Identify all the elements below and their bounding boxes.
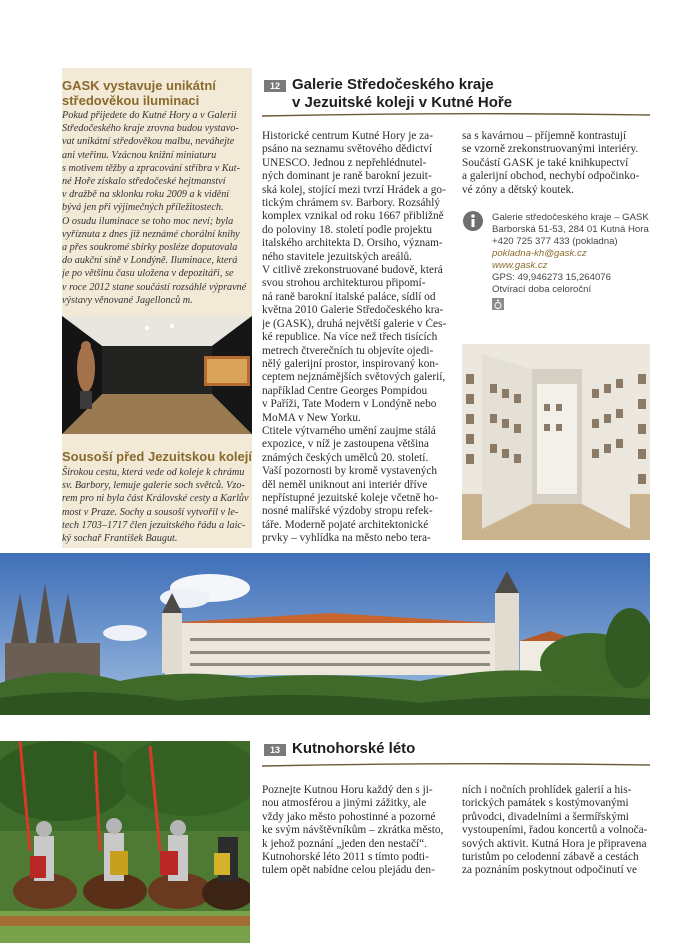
article-text-line: sových aktivit. Kutná Hora je připravena — [462, 837, 647, 850]
sidebar-text-line: né Hoře získalo středočeské hejtmanství — [62, 176, 226, 188]
article-text-line: do poloviny 18. století podle projektu — [262, 223, 433, 236]
article-text-line: UNESCO. Jednou z nepřehlédnutel- — [262, 156, 427, 169]
article-text-line: nou atmosférou a jinými zážitky, ale — [262, 797, 427, 810]
sidebar-text-line: Širokou cestu, která vede od koleje k chrámu — [62, 467, 245, 478]
sidebar-text-line: Pokud přijedete do Kutné Hory a v Galerii — [62, 110, 237, 121]
article-column-2 — [462, 130, 650, 197]
article-text-line: ceptem nejznámějších světových galerií, — [262, 371, 446, 384]
sidebar-title-iluminace: GASK vystavuje unikátní středověkou iluminaci — [62, 78, 216, 108]
sidebar-text-line: vyříznuta z dnes již neznámé chorální knihy — [62, 228, 240, 240]
article13-column-1 — [262, 784, 450, 878]
article-text-line: ného stavitele jezuitských areálů. — [262, 250, 412, 263]
article-text-line: k jehož poznání „jeden den nestačí“. — [262, 837, 427, 850]
section-title-kutnohorske-leto: Kutnohorské léto — [292, 740, 416, 757]
article-text-line: expozice, v níž je zastoupena většina — [262, 438, 429, 451]
article13-column-2 — [462, 784, 650, 878]
article-text-line: nosné malířské výzdoby stropu refek- — [262, 505, 433, 518]
sidebar-text-line: v dražbě na sklonku roku 2009 a k vidění — [62, 189, 230, 201]
article-text-line: v Paříži, Tate Modern v Londýně nebo — [262, 398, 437, 411]
sidebar-text-line: bývá jen při výjimečných příležitostech. — [62, 202, 224, 214]
article-text-line: vé zóny a dětský koutek. — [462, 183, 574, 196]
article-text-line: května 2010 Galerie Středočeského kra- — [262, 304, 444, 317]
section-number-13: 13 — [264, 744, 286, 756]
article-text-line: prvky – vyhlídka na město nebo tera- — [262, 532, 431, 545]
sidebar-text-line: most v Praze. Sochy a sousoší vytvořil v le- — [62, 506, 239, 518]
article-text-line: nepřístupné jezuitské koleje včetně ho- — [262, 491, 439, 504]
article-text-line: Poznejte Kutnou Horu každý den s ji- — [262, 784, 433, 796]
sidebar-text-line: ani vteřinu. Vzácnou knižní miniaturu — [62, 149, 217, 161]
info-phone: +420 725 377 433 (pokladna) — [492, 236, 618, 247]
sidebar-text-line: vat unikátní středověkou malbu, neváhejte — [62, 136, 235, 148]
sidebar-text-iluminace — [62, 109, 252, 307]
article-text-line: nělý galerijní prostor, inspirovaný kon- — [262, 357, 439, 370]
article-text-line: sa s kavárnou – příjemně kontrastují — [462, 130, 627, 142]
article-text-line: se vzorně zrekonstruovanými interiéry. — [462, 143, 639, 156]
sidebar-text-line: ký sochař František Baugut. — [62, 533, 178, 545]
article-text-line: tickým chrámem sv. Barbory. Rozsáhlý — [262, 197, 440, 210]
info-name: Galerie středočeského kraje – GASK — [492, 212, 649, 223]
article-text-line: průvodci, divadelními a šermířskými — [462, 810, 629, 823]
sidebar-title-sousosi: Sousoší před Jezuitskou kolejí — [62, 449, 252, 464]
article-text-line: Součástí GASK je také knihkupectví — [462, 156, 629, 169]
article-text-line: Ctitele výtvarného umění zaujme stálá — [262, 424, 436, 437]
article-text-line: známých českých umělců 20. století. — [262, 451, 429, 464]
photo-kutna-hora-panorama — [0, 553, 650, 715]
sidebar-text-line: do aukční síně v Londýně. Iluminace, která — [62, 255, 238, 267]
sidebar-text-line: Středočeského kraje zrovna budou vystavo- — [62, 123, 239, 135]
info-email-link[interactable]: pokladna-kh@gask.cz — [492, 248, 587, 259]
article-text-line: turistům po celodenní zábavě a cestách — [462, 851, 639, 864]
article-text-line: vystoupeními, řadou koncertů a volnoča- — [462, 824, 648, 837]
section-number-12: 12 — [264, 80, 286, 92]
info-gps: GPS: 49,946273 15,264076 — [492, 272, 611, 283]
article-text-line: vždy jako město pohostinné a pozorné — [262, 810, 436, 823]
info-address: Barborská 51-53, 284 01 Kutná Hora — [492, 224, 649, 235]
info-icon — [462, 210, 484, 232]
heading-divider — [262, 112, 650, 118]
article-text-line: MoMA v New Yorku. — [262, 411, 361, 424]
article-text-line: V citlivě zrekonstruované budově, která — [262, 264, 443, 277]
photo-gallery-interior — [62, 316, 252, 434]
article-text-line: je (GASK), druhá největší galerie v Čes- — [262, 317, 447, 330]
section-title-gask: Galerie Středočeského kraje v Jezuitské koleji v Kutné Hoře — [292, 76, 513, 111]
sidebar-text-line: a přes soukromé sbírky posléze doputovala — [62, 242, 238, 254]
article-text-line: za poznáním poskytnout odpočinutí ve — [462, 864, 638, 877]
sidebar-text-sousosi — [62, 466, 252, 545]
article-text-line: a galerijní obchod, nechybí odpočinko- — [462, 170, 640, 183]
article-text-line: ké republice. Na více než třech tisících — [262, 331, 438, 344]
sidebar-text-line: sv. Barbory, lemuje galerie soch světců. Vzo- — [62, 480, 245, 492]
article-text-line: Kutnohorské léto 2011 s tímto podti- — [262, 851, 429, 864]
photo-knights-tournament — [0, 741, 250, 943]
photo-exhibition-hall — [462, 344, 650, 540]
sidebar-text-line: je po většinu času uložena v depozitáři, se — [62, 268, 234, 280]
sidebar-text-line: výstavy věnované Jagellonců m. — [62, 294, 193, 306]
article-text-line: děl neměl uniknout ani interiér dříve — [262, 478, 428, 491]
article-text-line: ných dominant je raně barokní jezuit- — [262, 170, 432, 183]
sidebar-box-sousosi — [62, 440, 252, 548]
article-text-line: torických památek s kostýmovanými — [462, 797, 629, 810]
article-text-line: Vaší pozornosti by kromě vystavených — [262, 465, 438, 478]
article-text-line: psáno na seznamu světového dědictví — [262, 143, 433, 156]
info-hours: Otvírací doba celoroční — [492, 284, 592, 295]
article-text-line: ská kolej, stojící mezi tvrzí Hrádek a go- — [262, 183, 446, 196]
article-text-line: tulem opět nabídne celou plejádu den- — [262, 864, 435, 877]
article-text-line: metrech čtverečních tu objevíte ojedi- — [262, 344, 434, 357]
article-text-line: například Centre Georges Pompidou — [262, 384, 428, 397]
article-text-line: ních i nočních prohlídek galerií a his- — [462, 784, 632, 796]
info-web-link[interactable]: www.gask.cz — [492, 260, 548, 271]
article-text-line: italského architekta D. Orsiho, význam- — [262, 237, 443, 250]
article-text-line: komplex vznikal od roku 1667 přibližně — [262, 210, 444, 223]
sidebar-text-line: rem pro ni byla část Královské cesty a Karlův — [62, 493, 249, 505]
wheelchair-icon — [492, 298, 504, 310]
sidebar-text-line: O osudu iluminace se toho moc neví; byla — [62, 215, 234, 227]
heading-divider-13 — [262, 762, 650, 768]
article-column-1 — [262, 130, 450, 546]
sidebar-text-line: s motivem těžby a zpracování stříbra v Kut- — [62, 162, 240, 174]
article-text-line: ná raně barokní italské paláce, sídlí od — [262, 290, 436, 303]
article-text-line: Historické centrum Kutné Hory je za- — [262, 130, 433, 142]
article-text-line: ke svým návštěvníkům – zkrátka město, — [262, 824, 444, 837]
article-text-line: táře. Moderně pojaté architektonické — [262, 518, 429, 531]
sidebar-text-line: tech 1703–1717 člen jezuitského řádu a laic- — [62, 519, 246, 531]
article-text-line: svou strohou architekturou připomí- — [262, 277, 426, 290]
sidebar-text-line: v roce 2012 stane součástí rozsáhlé výpravné — [62, 281, 247, 293]
